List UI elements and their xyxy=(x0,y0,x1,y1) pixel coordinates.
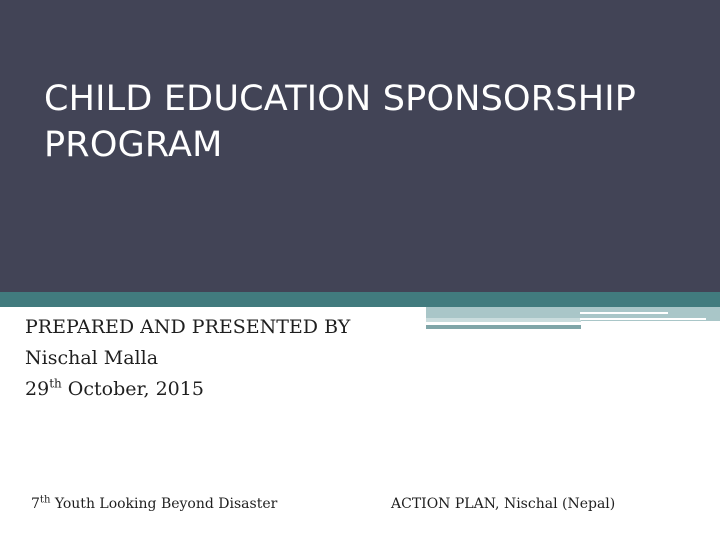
slide-title: CHILD EDUCATION SPONSORSHIP PROGRAM xyxy=(44,79,637,165)
decorative-stripe-white-line xyxy=(580,312,668,314)
decorative-stripe-white-line xyxy=(580,318,706,320)
prepared-by-line: PREPARED AND PRESENTED BY xyxy=(25,316,351,338)
decorative-stripe-light xyxy=(426,318,581,322)
teal-accent-bar xyxy=(0,292,720,307)
presentation-date xyxy=(25,374,425,405)
date-rest: October, 2015 xyxy=(61,378,204,400)
subtitle-block xyxy=(25,312,425,405)
footer-suffix: th xyxy=(39,494,51,506)
footer-event-text: Youth Looking Beyond Disaster xyxy=(50,496,278,512)
footer-number: 7 xyxy=(31,496,40,512)
footer-event-name xyxy=(31,496,277,512)
date-day: 29 xyxy=(25,378,50,400)
date-suffix: th xyxy=(49,376,62,391)
footer-action-plan: ACTION PLAN, Nischal (Nepal) xyxy=(391,496,616,512)
decorative-stripe-dark xyxy=(426,325,581,329)
presenter-name: Nischal Malla xyxy=(25,347,159,369)
